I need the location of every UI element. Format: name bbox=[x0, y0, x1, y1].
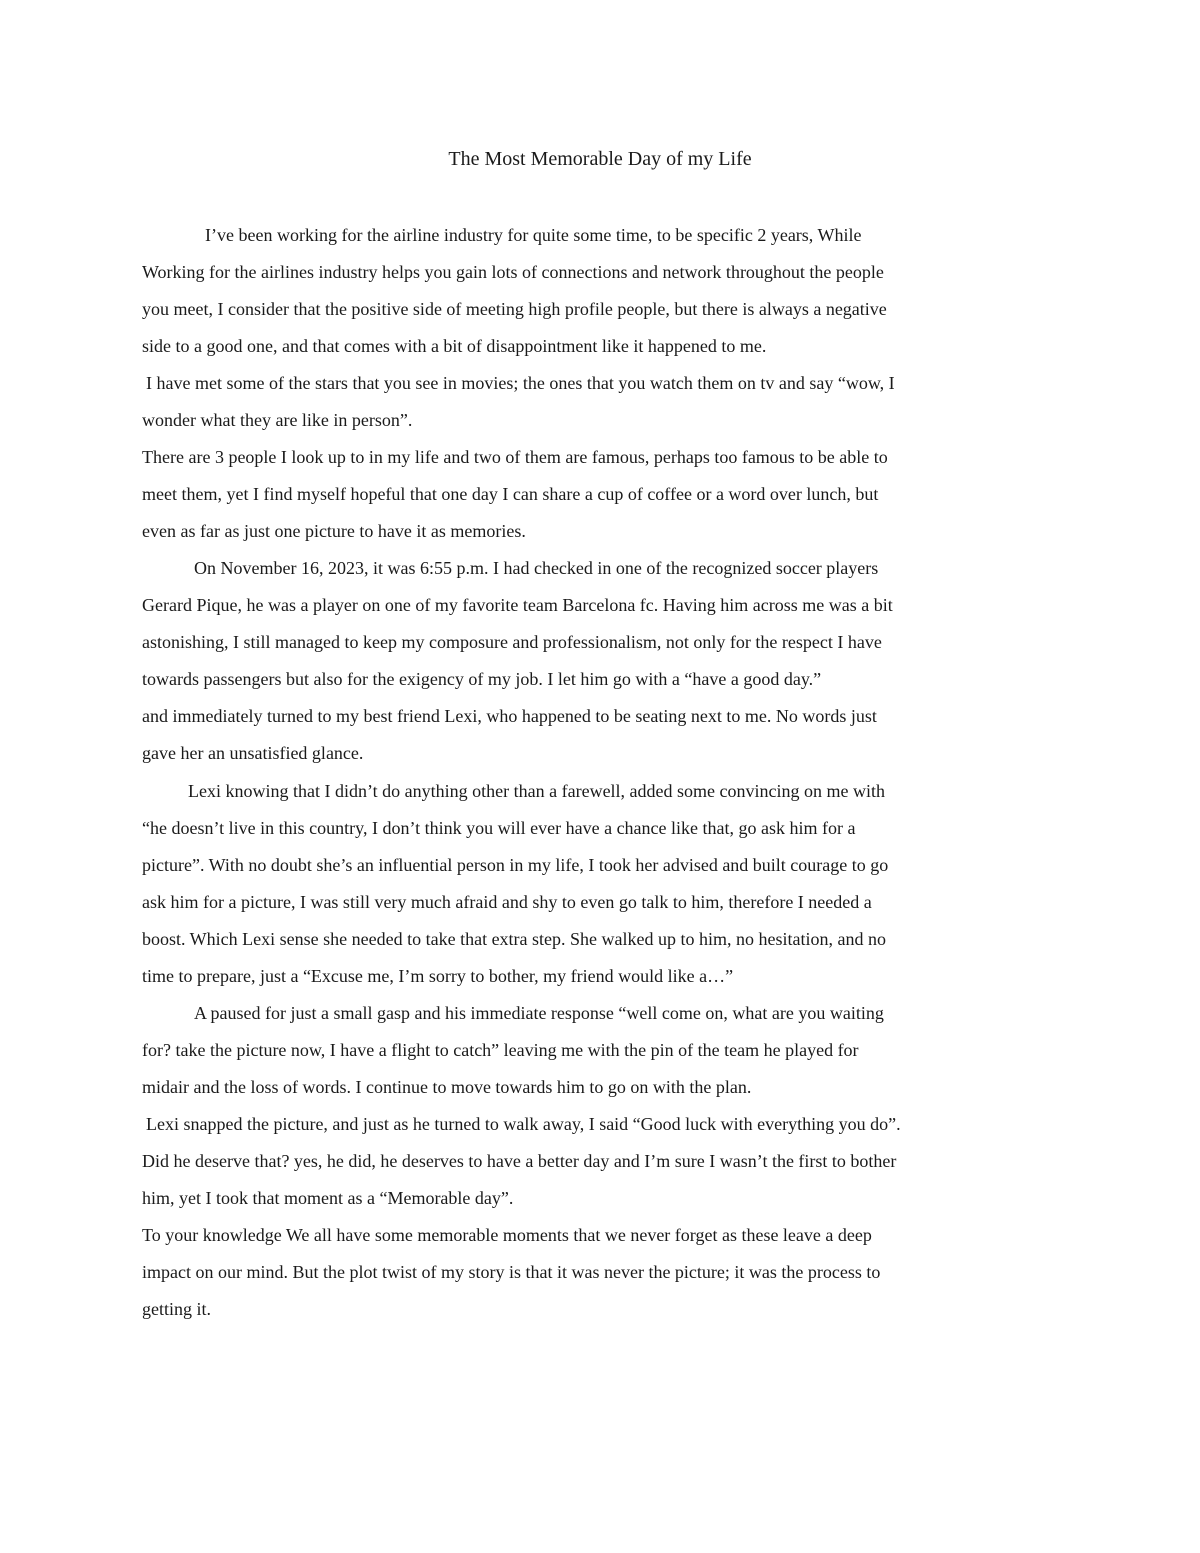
body-line: I have met some of the stars that you see in movies; the ones that you watch them on tv and say “wow, I bbox=[146, 373, 895, 393]
body-line: meet them, yet I find myself hopeful that one day I can share a cup of coffee or a word over lunch, but bbox=[142, 484, 879, 504]
body-line: for? take the picture now, I have a flight to catch” leaving me with the pin of the team he played for bbox=[142, 1040, 859, 1060]
body-line: ask him for a picture, I was still very much afraid and shy to even go talk to him, therefore I needed a bbox=[142, 892, 872, 912]
body-line: picture”. With no doubt she’s an influential person in my life, I took her advised and built courage to go bbox=[142, 855, 889, 875]
body-line: Gerard Pique, he was a player on one of my favorite team Barcelona fc. Having him across me was a bit bbox=[142, 595, 893, 615]
body-line: To your knowledge We all have some memorable moments that we never forget as these leave a deep bbox=[142, 1225, 872, 1245]
body-line: astonishing, I still managed to keep my composure and professionalism, not only for the respect I have bbox=[142, 632, 882, 652]
body-line: you meet, I consider that the positive side of meeting high profile people, but there is always a negative bbox=[142, 299, 887, 319]
body-line: towards passengers but also for the exigency of my job. I let him go with a “have a good day.” bbox=[142, 669, 822, 689]
body-line: getting it. bbox=[142, 1299, 211, 1319]
document-title: The Most Memorable Day of my Life bbox=[448, 148, 752, 170]
body-line: gave her an unsatisfied glance. bbox=[142, 743, 364, 763]
body-line: wonder what they are like in person”. bbox=[142, 410, 413, 430]
body-line: “he doesn’t live in this country, I don’t think you will ever have a chance like that, go ask him for a bbox=[142, 818, 856, 838]
body-line: Lexi snapped the picture, and just as he turned to walk away, I said “Good luck with everything you do”. bbox=[146, 1114, 901, 1134]
body-line: Did he deserve that? yes, he did, he deserves to have a better day and I’m sure I wasn’t the first to bother bbox=[142, 1151, 897, 1171]
body-line: boost. Which Lexi sense she needed to take that extra step. She walked up to him, no hesitation, and no bbox=[142, 929, 886, 949]
body-line: even as far as just one picture to have it as memories. bbox=[142, 521, 526, 541]
body-line: midair and the loss of words. I continue to move towards him to go on with the plan. bbox=[142, 1077, 752, 1097]
body-line: side to a good one, and that comes with a bit of disappointment like it happened to me. bbox=[142, 336, 767, 356]
body-line: Working for the airlines industry helps you gain lots of connections and network throughout the people bbox=[142, 262, 884, 282]
body-line: time to prepare, just a “Excuse me, I’m sorry to bother, my friend would like a…” bbox=[142, 966, 734, 986]
body-line: I’ve been working for the airline industry for quite some time, to be specific 2 years, While bbox=[205, 225, 862, 245]
body-line: A paused for just a small gasp and his immediate response “well come on, what are you waiting bbox=[194, 1003, 884, 1023]
body-line: and immediately turned to my best friend Lexi, who happened to be seating next to me. No words just bbox=[142, 706, 877, 726]
body-line: impact on our mind. But the plot twist of my story is that it was never the picture; it was the process to bbox=[142, 1262, 881, 1282]
body-line: him, yet I took that moment as a “Memorable day”. bbox=[142, 1188, 514, 1208]
body-line: Lexi knowing that I didn’t do anything other than a farewell, added some convincing on me with bbox=[188, 781, 885, 801]
body-line: On November 16, 2023, it was 6:55 p.m. I had checked in one of the recognized soccer players bbox=[194, 558, 879, 578]
body-line: There are 3 people I look up to in my life and two of them are famous, perhaps too famous to be able to bbox=[142, 447, 888, 467]
